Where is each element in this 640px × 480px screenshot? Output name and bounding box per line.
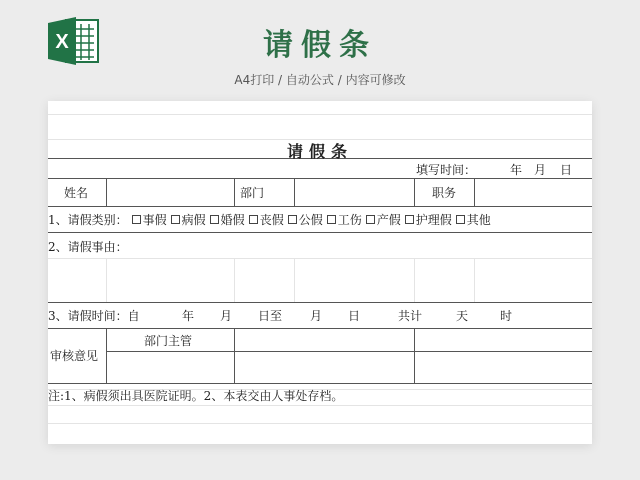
table-border [48, 383, 592, 384]
leave-time-to: 日至 [258, 309, 283, 323]
leave-time-month-end: 月 [310, 309, 323, 323]
position-field[interactable] [475, 179, 591, 205]
checkbox-icon[interactable] [132, 215, 141, 224]
review-field[interactable] [415, 352, 591, 382]
type-option: 丧假 [259, 213, 284, 227]
page-title: 请假条 [263, 28, 377, 63]
review-field[interactable] [235, 329, 413, 350]
top-header [0, 0, 640, 100]
leave-time-month: 月 [220, 309, 233, 323]
reason-field[interactable] [48, 259, 592, 301]
checkbox-icon[interactable] [210, 215, 219, 224]
type-option: 公假 [298, 213, 323, 227]
spreadsheet-page [48, 101, 592, 444]
leave-type-label: 1、请假类别： [48, 213, 128, 227]
type-option: 事假 [142, 213, 167, 227]
type-option: 其他 [466, 213, 491, 227]
gridline [48, 423, 592, 424]
name-field[interactable] [107, 179, 233, 205]
checkbox-icon[interactable] [327, 215, 336, 224]
checkbox-icon[interactable] [456, 215, 465, 224]
checkbox-icon[interactable] [171, 215, 180, 224]
table-border [48, 232, 592, 233]
checkbox-icon[interactable] [288, 215, 297, 224]
type-option: 病假 [181, 213, 206, 227]
leave-time-year: 年 [182, 309, 195, 323]
checkbox-icon[interactable] [405, 215, 414, 224]
gridline [48, 405, 592, 406]
review-field[interactable] [235, 352, 413, 382]
leave-time-label: 3、请假时间：自 [48, 309, 140, 323]
gridline [48, 114, 592, 115]
leave-type-row [48, 213, 491, 227]
dept-label: 部门 [240, 186, 265, 200]
supervisor-label: 部门主管 [144, 334, 193, 348]
reason-label: 2、请假事由： [48, 240, 128, 254]
type-option: 护理假 [415, 213, 452, 227]
page-subtitle: A4打印 / 自动公式 / 内容可修改 [234, 73, 406, 87]
table-border [234, 178, 235, 206]
form-title: 请假条 [286, 142, 353, 161]
table-border [48, 206, 592, 207]
fill-time-year: 年 [510, 163, 523, 177]
name-label: 姓名 [64, 186, 89, 200]
type-option: 婚假 [220, 213, 245, 227]
leave-time-day-end: 日 [348, 309, 361, 323]
table-border [414, 178, 415, 206]
type-option: 产假 [376, 213, 401, 227]
review-field[interactable] [415, 329, 591, 350]
position-label: 职务 [432, 186, 457, 200]
leave-hours-unit: 时 [500, 309, 513, 323]
type-option: 工伤 [337, 213, 362, 227]
excel-letter: X [55, 31, 69, 53]
fill-time-day: 日 [560, 163, 573, 177]
checkbox-icon[interactable] [249, 215, 258, 224]
gridline [48, 139, 592, 140]
review-field[interactable] [107, 352, 233, 382]
leave-total-label: 共计 [398, 309, 423, 323]
table-border [48, 302, 592, 303]
fill-time-month: 月 [534, 163, 547, 177]
dept-field[interactable] [295, 179, 413, 205]
leave-days-unit: 天 [456, 309, 469, 323]
review-label: 审核意见 [50, 349, 99, 363]
checkbox-icon[interactable] [366, 215, 375, 224]
fill-time-label: 填写时间： [416, 163, 477, 177]
footnote: 注:1、病假须出具医院证明。2、本表交由人事处存档。 [48, 389, 344, 403]
